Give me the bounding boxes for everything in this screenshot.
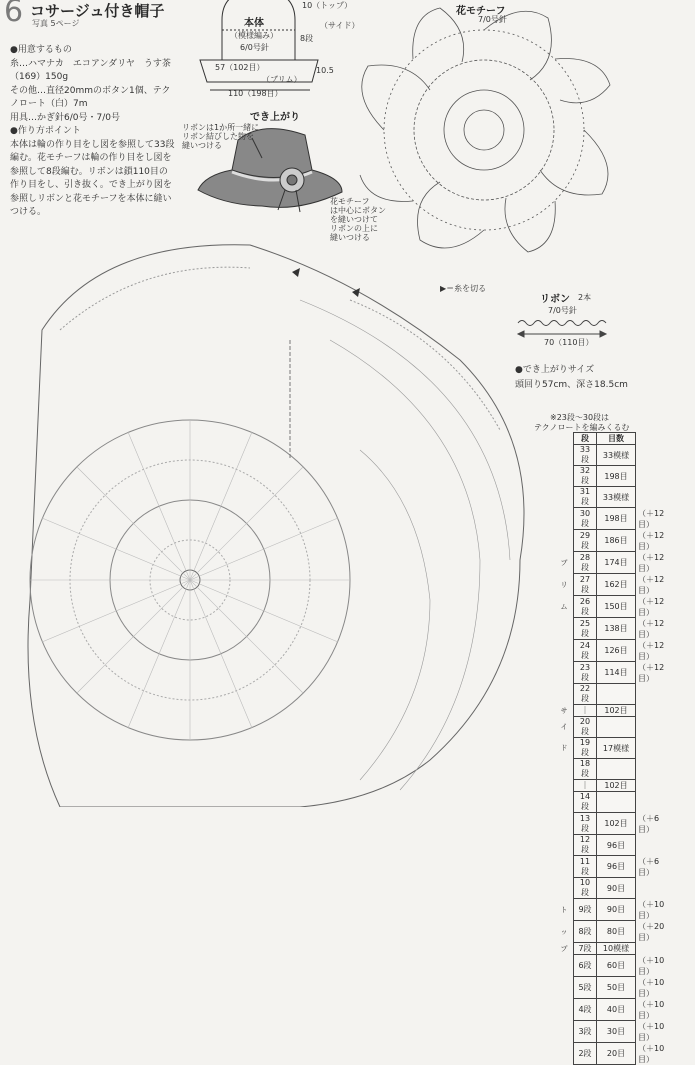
increase-note: （＋12目） bbox=[638, 530, 665, 551]
stitch-count: 10模様 bbox=[597, 943, 636, 955]
materials-line: 参照しリボンと花モチーフを本体に縫い bbox=[10, 193, 172, 204]
zone-label: ト bbox=[560, 905, 568, 914]
increase-note: （＋10目） bbox=[638, 1021, 665, 1042]
flower-motif-title: 花モチーフ bbox=[456, 6, 506, 17]
materials-line: 本体は輪の作り目をし図を参照して33段 bbox=[10, 139, 175, 150]
increase-note: （＋12目） bbox=[638, 596, 665, 617]
outer-length: 110（198目） bbox=[228, 89, 283, 98]
increase-note: （＋12目） bbox=[638, 640, 665, 661]
table-row bbox=[555, 717, 668, 738]
zone-label bbox=[555, 792, 574, 813]
table-row bbox=[555, 813, 668, 835]
stitch-count: 162目 bbox=[597, 574, 636, 596]
size-value: 頭回り57cm、深さ18.5cm bbox=[515, 380, 628, 390]
stitch-count-table bbox=[555, 432, 668, 1065]
flower-motif-chart bbox=[360, 8, 610, 252]
row-number: 10段 bbox=[574, 878, 597, 899]
side-label: （サイド） bbox=[320, 21, 360, 30]
ribbon-diagram bbox=[518, 321, 606, 338]
zone-label bbox=[555, 856, 574, 878]
table-row bbox=[555, 999, 668, 1021]
row-number: 26段 bbox=[574, 596, 597, 618]
row-number: 19段 bbox=[574, 738, 597, 759]
motif-note: 花モチーフ bbox=[330, 197, 370, 206]
row-number: 32段 bbox=[574, 466, 597, 487]
row-number: 18段 bbox=[574, 759, 597, 780]
materials-line: ●用意するもの bbox=[10, 45, 72, 55]
materials-line: 編む。花モチーフは輪の作り目をし図を bbox=[10, 153, 172, 163]
size-title: ●でき上がりサイズ bbox=[515, 365, 595, 375]
stitch-count: 40目 bbox=[597, 999, 636, 1021]
table-header-row bbox=[555, 433, 668, 445]
row-number: 9段 bbox=[574, 899, 597, 921]
stitch-count: 186目 bbox=[597, 530, 636, 552]
table-row bbox=[555, 445, 668, 466]
increase-note bbox=[636, 738, 669, 759]
stitch-count: 198目 bbox=[597, 508, 636, 530]
table-row bbox=[555, 955, 668, 977]
cut-yarn-legend: ▶＝糸を切る bbox=[440, 284, 487, 293]
side-rows: 8段 bbox=[300, 34, 314, 43]
body-label: 本体 bbox=[244, 18, 264, 29]
row-number: 30段 bbox=[574, 508, 597, 530]
stitch-count: 114目 bbox=[597, 662, 636, 684]
zone-label bbox=[555, 780, 574, 792]
zone-label: プ bbox=[560, 944, 568, 953]
ribbon-note: リボン結びした物を bbox=[182, 132, 254, 141]
flower-motif-needle: 7/0号針 bbox=[478, 15, 507, 24]
table-row bbox=[555, 618, 668, 640]
needle-label: 6/0号針 bbox=[240, 43, 269, 52]
hat-crochet-chart bbox=[28, 245, 524, 807]
table-row bbox=[555, 738, 668, 759]
finished-title: でき上がり bbox=[250, 112, 300, 123]
zone-label bbox=[555, 759, 574, 780]
increase-note: （＋6目） bbox=[638, 813, 660, 834]
row-number: 24段 bbox=[574, 640, 597, 662]
row-number: 2段 bbox=[574, 1043, 597, 1065]
increase-note: （＋10目） bbox=[638, 1043, 665, 1064]
row-number: 27段 bbox=[574, 574, 597, 596]
zone-label: ブ bbox=[560, 558, 568, 567]
stitch-count bbox=[597, 717, 636, 738]
materials-line: 参照して8段編む。リボンは鎖110目の bbox=[10, 166, 168, 177]
motif-note: は中心にボタン bbox=[330, 206, 386, 215]
table-row bbox=[555, 705, 668, 717]
row-number: 12段 bbox=[574, 835, 597, 856]
row-number: 31段 bbox=[574, 487, 597, 508]
materials-line: 用具…かぎ針6/0号・7/0号 bbox=[10, 112, 120, 123]
materials-line: 作り目をし、引き抜く。でき上がり図を bbox=[10, 180, 172, 190]
pattern-title: コサージュ付き帽子 bbox=[30, 2, 165, 20]
zone-label bbox=[555, 835, 574, 856]
row-number: 25段 bbox=[574, 618, 597, 640]
increase-note bbox=[636, 780, 669, 792]
table-row bbox=[555, 508, 668, 530]
table-note: ※23段〜30段は bbox=[550, 413, 610, 422]
zone-label bbox=[555, 487, 574, 508]
increase-note: （＋10目） bbox=[638, 977, 665, 998]
row-number: 11段 bbox=[574, 856, 597, 878]
table-row bbox=[555, 552, 668, 574]
row-number: ｜ bbox=[574, 705, 597, 717]
table-row bbox=[555, 943, 668, 955]
stitch-count: 90目 bbox=[597, 878, 636, 899]
brim-width: 57（102目） bbox=[215, 63, 265, 72]
table-row bbox=[555, 792, 668, 813]
row-number: 33段 bbox=[574, 445, 597, 466]
stitch-count: 33模様 bbox=[597, 445, 636, 466]
increase-note: （＋12目） bbox=[638, 618, 665, 639]
row-number: 4段 bbox=[574, 999, 597, 1021]
stitch-count bbox=[597, 792, 636, 813]
motif-note: を縫いつけて bbox=[330, 215, 378, 224]
increase-note bbox=[636, 835, 669, 856]
ribbon-length: 70（110目） bbox=[544, 338, 594, 347]
table-row bbox=[555, 759, 668, 780]
technique-label: （模様編み） bbox=[230, 31, 278, 40]
ribbon-count: 2本 bbox=[578, 293, 592, 302]
increase-note: （＋10目） bbox=[638, 899, 665, 920]
increase-note: （＋12目） bbox=[638, 552, 665, 573]
zone-label: サ bbox=[560, 706, 568, 715]
table-note: テクノロートを編みくるむ bbox=[534, 423, 630, 432]
table-row bbox=[555, 977, 668, 999]
row-number: 7段 bbox=[574, 943, 597, 955]
stitch-count: 198目 bbox=[597, 466, 636, 487]
increase-note bbox=[636, 487, 669, 508]
stitch-count: 80目 bbox=[597, 921, 636, 943]
zone-label bbox=[555, 530, 574, 552]
stitch-count bbox=[597, 684, 636, 705]
ribbon-title: リボン bbox=[540, 294, 570, 305]
stitch-count: 96目 bbox=[597, 856, 636, 878]
materials-line: （169）150g bbox=[10, 72, 69, 82]
zone-label bbox=[555, 999, 574, 1021]
table-row bbox=[555, 574, 668, 596]
motif-note: 縫いつける bbox=[330, 233, 370, 242]
table-row bbox=[555, 466, 668, 487]
stitch-count: 20目 bbox=[597, 1043, 636, 1065]
stitch-count: 126目 bbox=[597, 640, 636, 662]
stitch-count: 33模様 bbox=[597, 487, 636, 508]
stitch-count: 60目 bbox=[597, 955, 636, 977]
materials-line: つける。 bbox=[10, 207, 47, 217]
materials-line: ●作り方ポイント bbox=[10, 126, 81, 136]
increase-note: （＋12目） bbox=[638, 508, 665, 529]
increase-note bbox=[636, 445, 669, 466]
table-row bbox=[555, 835, 668, 856]
materials-line: その他…直径20mmのボタン1個、テク bbox=[10, 85, 171, 96]
increase-note bbox=[636, 717, 669, 738]
row-number: 20段 bbox=[574, 717, 597, 738]
zone-label bbox=[555, 445, 574, 466]
stitch-count: 102目 bbox=[597, 780, 636, 792]
zone-label bbox=[555, 955, 574, 977]
table-row bbox=[555, 596, 668, 618]
table-row bbox=[555, 684, 668, 705]
page-number: 6 bbox=[4, 0, 24, 29]
zone-label bbox=[555, 878, 574, 899]
table-row bbox=[555, 487, 668, 508]
ribbon-note: リボンは1か所一緒に bbox=[182, 123, 260, 132]
table-row bbox=[555, 899, 668, 921]
stitch-count: 17模様 bbox=[597, 738, 636, 759]
zone-label bbox=[555, 1043, 574, 1065]
row-number: 3段 bbox=[574, 1021, 597, 1043]
zone-label bbox=[555, 1021, 574, 1043]
ribbon-needle: 7/0号針 bbox=[548, 306, 577, 315]
increase-note: （＋10目） bbox=[638, 999, 665, 1020]
zone-label bbox=[555, 640, 574, 662]
row-number: 29段 bbox=[574, 530, 597, 552]
column-header: 目数 bbox=[597, 433, 636, 445]
increase-note: （＋12目） bbox=[638, 662, 665, 683]
zone-label bbox=[555, 813, 574, 835]
table-row bbox=[555, 640, 668, 662]
increase-note: （＋20目） bbox=[638, 921, 665, 942]
zone-label: イ bbox=[560, 723, 568, 731]
increase-note: （＋12目） bbox=[638, 574, 665, 595]
brim-label: （ブリム） bbox=[262, 75, 302, 84]
stitch-count: 96目 bbox=[597, 835, 636, 856]
table-row bbox=[555, 921, 668, 943]
increase-note bbox=[636, 792, 669, 813]
column-header: 段 bbox=[574, 433, 597, 445]
table-row bbox=[555, 878, 668, 899]
table-row bbox=[555, 1021, 668, 1043]
zone-label: ド bbox=[560, 744, 568, 752]
stitch-count: 138目 bbox=[597, 618, 636, 640]
top-label: 10（トップ） bbox=[302, 1, 353, 10]
increase-note bbox=[636, 684, 669, 705]
photo-reference: 写真 5ページ bbox=[32, 19, 80, 28]
zone-label bbox=[555, 662, 574, 684]
zone-label bbox=[555, 508, 574, 530]
row-number: 5段 bbox=[574, 977, 597, 999]
zone-label: ッ bbox=[560, 927, 568, 936]
increase-note bbox=[636, 943, 669, 955]
stitch-count: 150目 bbox=[597, 596, 636, 618]
table-row bbox=[555, 1043, 668, 1065]
materials-line: 糸…ハマナカ エコアンダリヤ うす茶 bbox=[10, 58, 171, 69]
increase-note: （＋6目） bbox=[638, 856, 660, 877]
row-number: 13段 bbox=[574, 813, 597, 835]
zone-label bbox=[555, 684, 574, 705]
row-number: 8段 bbox=[574, 921, 597, 943]
stitch-count bbox=[597, 759, 636, 780]
motif-note: リボンの上に bbox=[330, 224, 378, 233]
row-number: ｜ bbox=[574, 780, 597, 792]
zone-label bbox=[555, 977, 574, 999]
stitch-count: 30目 bbox=[597, 1021, 636, 1043]
stitch-count: 174目 bbox=[597, 552, 636, 574]
increase-note bbox=[636, 878, 669, 899]
table-row bbox=[555, 530, 668, 552]
zone-label: ム bbox=[560, 602, 568, 611]
row-number: 6段 bbox=[574, 955, 597, 977]
zone-label: リ bbox=[560, 580, 568, 589]
increase-note bbox=[636, 759, 669, 780]
stitch-count: 50目 bbox=[597, 977, 636, 999]
row-number: 14段 bbox=[574, 792, 597, 813]
increase-note bbox=[636, 466, 669, 487]
row-number: 23段 bbox=[574, 662, 597, 684]
zone-label bbox=[555, 618, 574, 640]
increase-note bbox=[636, 705, 669, 717]
ribbon-note: 縫いつける bbox=[182, 141, 222, 150]
table-row bbox=[555, 780, 668, 792]
materials-line: ノロート（白）7m bbox=[10, 99, 88, 109]
table-row bbox=[555, 856, 668, 878]
zone-label bbox=[555, 466, 574, 487]
row-number: 28段 bbox=[574, 552, 597, 574]
stitch-count: 102目 bbox=[597, 813, 636, 835]
row-number: 22段 bbox=[574, 684, 597, 705]
table-row bbox=[555, 662, 668, 684]
stitch-count: 90目 bbox=[597, 899, 636, 921]
brim-height: 10.5 bbox=[316, 66, 334, 75]
increase-note: （＋10目） bbox=[638, 955, 665, 976]
stitch-count: 102目 bbox=[597, 705, 636, 717]
